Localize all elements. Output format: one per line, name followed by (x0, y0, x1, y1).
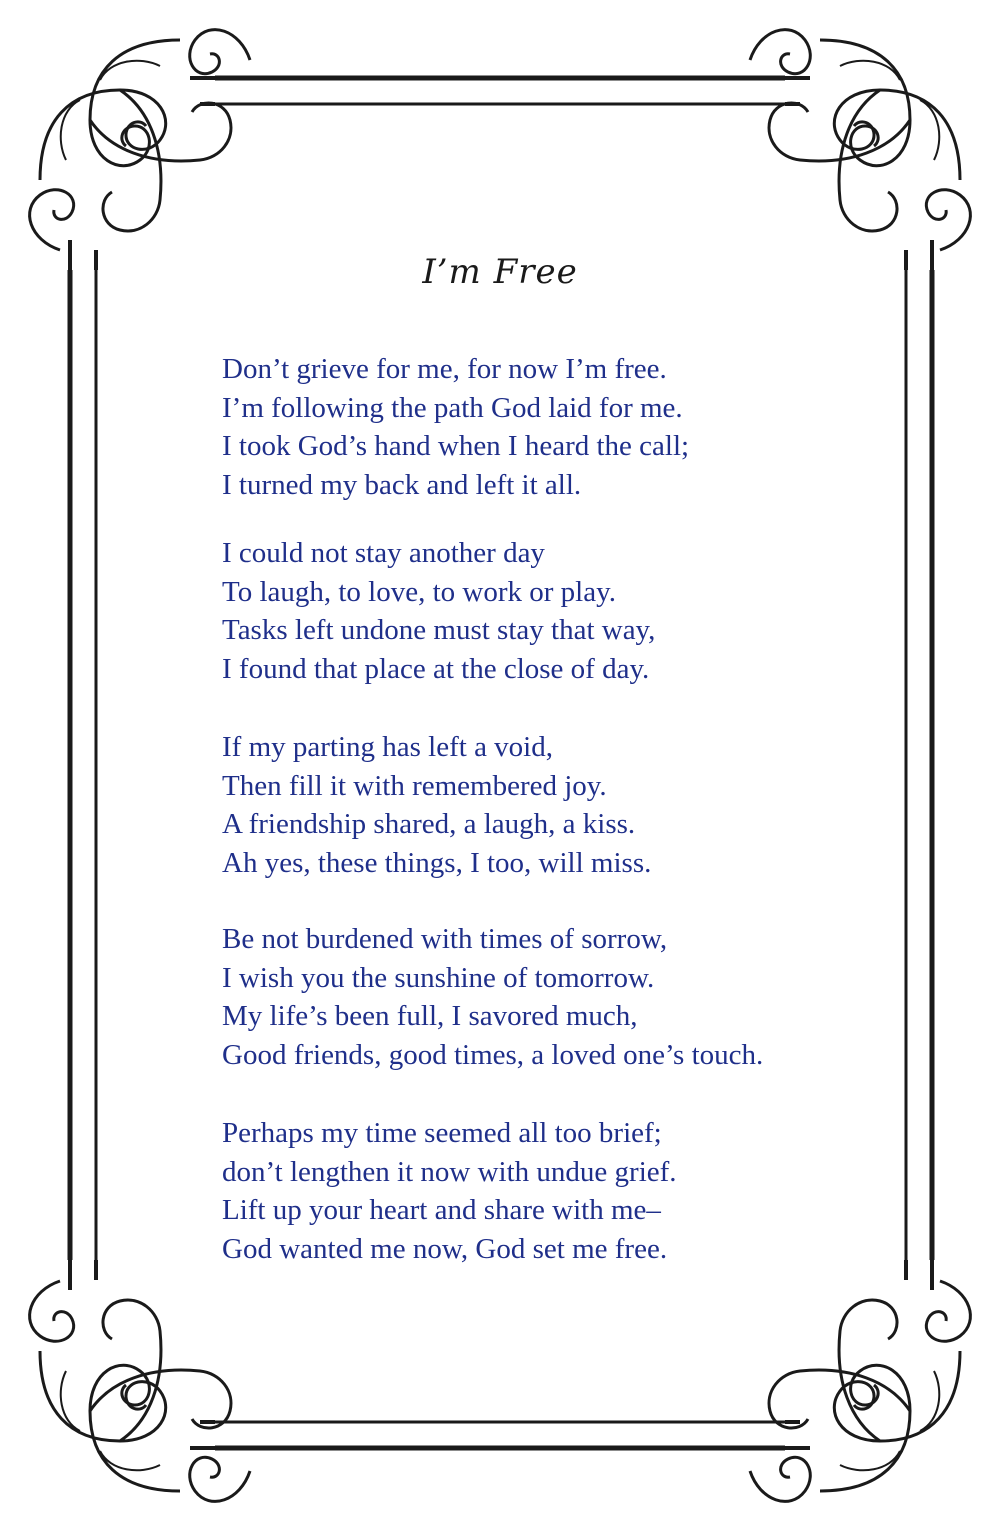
poem-line: Be not burdened with times of sorrow, (222, 923, 668, 955)
stanza (222, 350, 689, 504)
poem-line: Then fill it with remembered joy. (222, 769, 607, 802)
stanza (222, 534, 655, 688)
poem-line: My life’s been full, I savored much, (222, 1000, 638, 1032)
poem-line: I wish you the sunshine of tomorrow. (222, 961, 655, 994)
stanza (222, 1114, 677, 1268)
stanza (222, 920, 763, 1074)
poem-line: Perhaps my time seemed all too brief; (222, 1117, 662, 1149)
poem-line: God wanted me now, God set me free. (222, 1232, 668, 1265)
poem-title: I’m Free (422, 252, 578, 292)
poem-line: Lift up your heart and share with me– (222, 1194, 661, 1226)
poem-line: I turned my back and left it all. (222, 468, 582, 501)
stanza (222, 728, 651, 882)
poem-line: I’m following the path God laid for me. (222, 391, 683, 424)
poem-line: Good friends, good times, a loved one’s touch. (222, 1038, 764, 1071)
poem-line: I took God’s hand when I heard the call; (222, 430, 690, 462)
poem-line: Tasks left undone must stay that way, (222, 614, 656, 646)
poem-line: Ah yes, these things, I too, will miss. (222, 846, 652, 879)
poem-line: don’t lengthen it now with undue grief. (222, 1155, 677, 1188)
poem-line: If my parting has left a void, (222, 731, 553, 763)
poem-line: To laugh, to love, to work or play. (222, 575, 616, 608)
poem-line: A friendship shared, a laugh, a kiss. (222, 808, 636, 840)
poem-line: Don’t grieve for me, for now I’m free. (222, 353, 667, 385)
poem-line: I could not stay another day (222, 537, 545, 569)
poem-line: I found that place at the close of day. (222, 652, 650, 685)
